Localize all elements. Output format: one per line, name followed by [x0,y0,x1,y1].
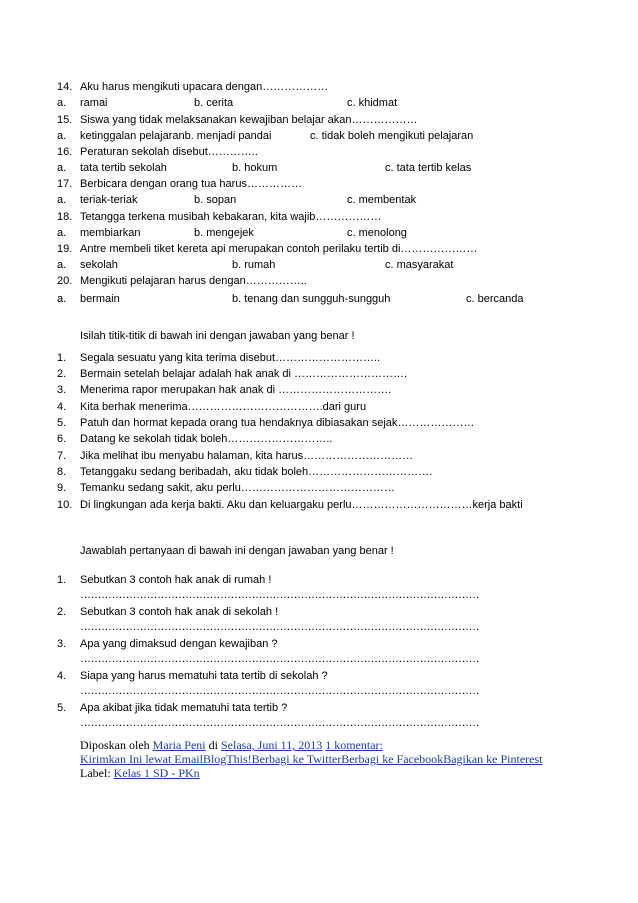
share-email-link[interactable]: Kirimkan Ini lewat Email [80,752,203,766]
item-text: Temanku sedang sakit, aku perlu…………………………………… [80,482,395,494]
list-item [0,417,638,432]
option-b: b. cerita [194,97,234,109]
option-b: b. mengejek [194,227,254,239]
option-label: a. [57,130,67,142]
item-number: 1. [57,574,67,586]
option-a: membiarkan [80,227,141,239]
item-text: Apa yang dimaksud dengan kewajiban ? [80,638,278,650]
fill-instruction: Isilah titik-titik di bawah ini dengan jawaban yang benar ! [80,330,355,342]
label-link[interactable]: Kelas 1 SD - PKn [113,766,200,780]
options-row [0,130,638,145]
options-row [0,259,638,274]
share-pinterest-link[interactable]: Bagikan ke Pinterest [443,752,543,766]
item-number: 10. [57,499,73,511]
option-label: a. [57,162,67,174]
item-number: 2. [57,368,67,380]
item-number: 3. [57,384,67,396]
item-number: 6. [57,433,67,445]
question-row [0,146,638,161]
answer-line: …………………………………………………………………………………………………… [80,653,479,665]
post-footer [80,738,550,780]
question-row [0,275,638,290]
option-a: ramai [80,97,108,109]
list-item [0,352,638,367]
list-item [0,384,638,399]
question-text: Siswa yang tidak melaksanakan kewajiban belajar akan……………… [80,114,418,126]
question-text: Berbicara dengan orang tua harus…………… [80,178,302,190]
question-row [0,243,638,258]
list-item [0,450,638,465]
question-number: 16. [57,146,73,158]
list-item [0,606,638,621]
list-item [0,499,638,514]
options-row [0,162,638,177]
item-text: Di lingkungan ada kerja bakti. Aku dan keluargaku perlu……………………………kerja bakti [80,499,523,511]
option-a: teriak-teriak [80,194,138,206]
item-number: 8. [57,466,67,478]
answer-line: …………………………………………………………………………………………………… [80,685,479,697]
item-text: Patuh dan hormat kepada orang tua hendaknya dibiasakan sejak………………… [80,417,475,429]
question-text: Mengikuti pelajaran harus dengan…………….. [80,275,307,287]
option-c: c. bercanda [466,293,524,305]
item-number: 1. [57,352,67,364]
list-item [0,574,638,589]
posted-by-text: Diposkan oleh [80,738,150,752]
option-label: a. [57,97,67,109]
question-number: 17. [57,178,73,190]
option-a: sekolah [80,259,118,271]
item-number: 4. [57,670,67,682]
question-row [0,81,638,96]
question-text: Antre membeli tiket kereta api merupakan contoh perilaku tertib di………………… [80,243,478,255]
option-label: a. [57,293,67,305]
item-text: Kita berhak menerima……………………………….dari guru [80,401,367,413]
share-twitter-link[interactable]: Berbagi ke Twitter [251,752,342,766]
question-text: Peraturan sekolah disebut………….. [80,146,258,158]
option-c: c. khidmat [347,97,398,109]
answer-line: …………………………………………………………………………………………………… [80,589,479,601]
item-text: Jika melihat ibu menyabu halaman, kita harus………………………… [80,450,414,462]
option-a: tata tertib sekolah [80,162,167,174]
question-text: Aku harus mengikuti upacara dengan……………… [80,81,329,93]
option-c: c. tidak boleh mengikuti pelajaran [310,130,474,142]
item-text: Sebutkan 3 contoh hak anak di rumah ! [80,574,272,586]
option-b: b. hokum [232,162,278,174]
option-label: a. [57,227,67,239]
post-meta [80,738,550,752]
list-item [0,482,638,497]
list-item [0,670,638,685]
answer-line: …………………………………………………………………………………………………… [80,621,479,633]
item-text: Tetanggaku sedang beribadah, aku tidak boleh……………………………. [80,466,433,478]
comments-link[interactable]: 1 komentar: [325,738,383,752]
item-number: 5. [57,417,67,429]
item-number: 4. [57,401,67,413]
post-labels [80,766,550,780]
option-b: b. sopan [194,194,237,206]
label-prefix: Label: [80,766,111,780]
item-number: 5. [57,702,67,714]
question-row [0,178,638,193]
list-item [0,638,638,653]
option-a: bermain [80,293,120,305]
item-number: 2. [57,606,67,618]
date-link[interactable]: Selasa, Juni 11, 2013 [221,738,323,752]
answer-line: …………………………………………………………………………………………………… [80,717,479,729]
question-number: 20. [57,275,73,287]
option-label: a. [57,194,67,206]
options-row [0,194,638,209]
option-label: a. [57,259,67,271]
item-text: Menerima rapor merupakan hak anak di …………………………. [80,384,392,396]
share-facebook-link[interactable]: Berbagi ke Facebook [341,752,444,766]
option-c: c. menolong [347,227,407,239]
options-row [0,227,638,242]
option-c: c. membentak [347,194,417,206]
item-number: 7. [57,450,67,462]
item-text: Bermain setelah belajar adalah hak anak di …………………………. [80,368,408,380]
question-row [0,211,638,226]
share-links [80,752,550,766]
essay-instruction: Jawablah pertanyaan di bawah ini dengan jawaban yang benar ! [80,545,394,557]
item-text: Segala sesuatu yang kita terima disebut……………………….. [80,352,381,364]
list-item [0,368,638,383]
question-number: 14. [57,81,73,93]
list-item [0,401,638,416]
share-blog-link[interactable]: BlogThis! [202,752,252,766]
option-a: ketinggalan pelajaranb. menjadi pandai [80,130,272,142]
question-number: 19. [57,243,73,255]
option-c: c. tata tertib kelas [385,162,472,174]
item-number: 3. [57,638,67,650]
item-text: Sebutkan 3 contoh hak anak di sekolah ! [80,606,279,618]
list-item [0,433,638,448]
question-text: Tetangga terkena musibah kebakaran, kita wajib……………… [80,211,382,223]
item-text: Siapa yang harus mematuhi tata tertib di sekolah ? [80,670,328,682]
list-item [0,466,638,481]
author-link[interactable]: Maria Peni [152,738,206,752]
question-number: 18. [57,211,73,223]
item-text: Datang ke sekolah tidak boleh……………………….. [80,433,333,445]
option-b: b. rumah [232,259,276,271]
options-row [0,293,638,308]
question-row [0,114,638,129]
options-row [0,97,638,112]
option-c: c. masyarakat [385,259,454,271]
item-number: 9. [57,482,67,494]
option-b: b. tenang dan sungguh-sungguh [232,293,391,305]
on-text: di [208,738,218,752]
item-text: Apa akibat jika tidak mematuhi tata tertib ? [80,702,288,714]
list-item [0,702,638,717]
question-number: 15. [57,114,73,126]
